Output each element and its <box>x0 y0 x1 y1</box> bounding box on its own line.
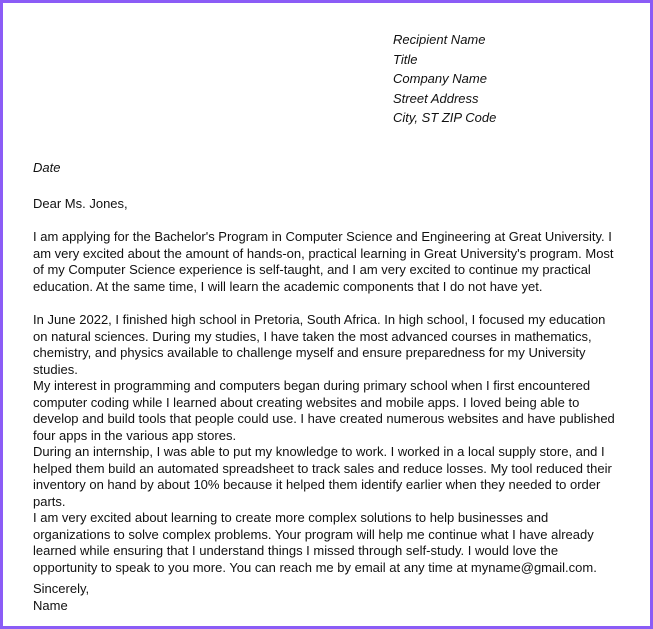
recipient-city: City, ST ZIP Code <box>393 110 497 125</box>
signer-name: Name <box>33 597 68 613</box>
closing-block <box>33 581 89 614</box>
recipient-street: Street Address <box>393 90 479 106</box>
letter-date: Date <box>33 160 61 175</box>
paragraph-intro: I am applying for the Bachelor's Program in Computer Science and Engineering at Great University. I am very excited about the amount of hands-on, practical learning in Great University's program. Most of my Computer Science experience is self-taught, and I am very excited to continue my practical education. At the same time, I will learn the academic components that I do not have yet. <box>33 229 614 294</box>
paragraph-internship: During an internship, I was able to put my knowledge to work. I worked in a local supply store, and I helped them build an automated spreadsheet to track sales and reduce losses. My tool reduced their inventory on hand by about 10% because it helped them identify earlier when they needed to order parts. <box>33 444 612 509</box>
recipient-block <box>393 30 496 128</box>
paragraph-programming: My interest in programming and computers began during primary school when I first encountered computer coding while I learned about creating websites and mobile apps. I loved being able to develop and build tools that people could use. I have created numerous websites and have published four apps in the various app stores. <box>33 378 615 443</box>
paragraph-education: In June 2022, I finished high school in Pretoria, South Africa. In high school, I focused my education on natural sciences. During my studies, I have taken the most advanced courses in mathematics, chemistry, and physics available to challenge myself and ensure preparedness for my University studies. <box>33 312 606 377</box>
salutation: Dear Ms. Jones, <box>33 196 128 211</box>
paragraph-closing-remarks: I am very excited about learning to create more complex solutions to help businesses and organizations to solve complex problems. Your program will help me continue what I have already learned while ensuring that I understand things I missed through self-study. I would love the opportunity to speak to you more. You can reach me by email at any time at myname@gmail.com. <box>33 510 597 575</box>
recipient-title: Title <box>393 51 418 67</box>
body-block <box>33 312 623 576</box>
recipient-name: Recipient Name <box>393 32 486 47</box>
recipient-company: Company Name <box>393 71 487 86</box>
sign-off: Sincerely, <box>33 581 90 596</box>
